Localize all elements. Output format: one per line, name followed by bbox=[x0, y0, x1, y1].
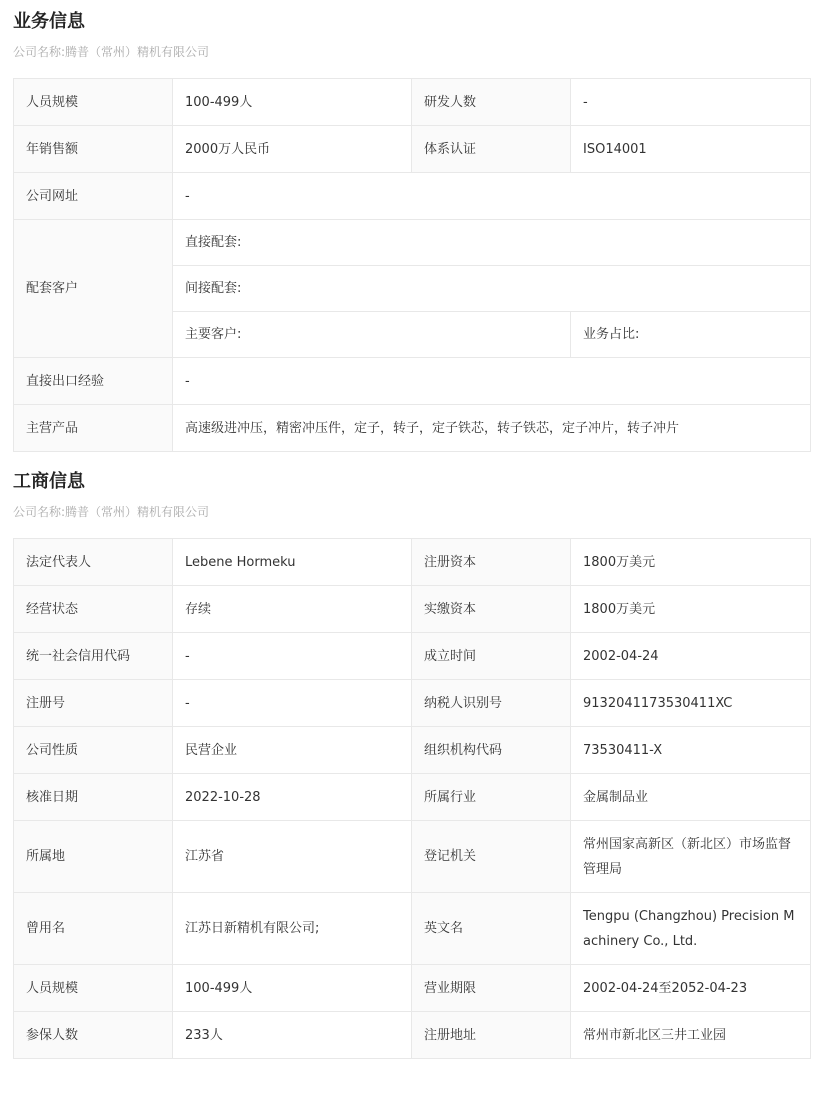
row-value: 1800万美元 bbox=[571, 539, 811, 586]
row-value: 9132041173530411XC bbox=[571, 680, 811, 727]
export-label: 直接出口经验 bbox=[14, 358, 173, 405]
table-row bbox=[14, 893, 811, 965]
row-label: 参保人数 bbox=[14, 1012, 173, 1059]
row-value: 民营企业 bbox=[173, 727, 412, 774]
row-label: 人员规模 bbox=[14, 965, 173, 1012]
registration-section-title: 工商信息 bbox=[13, 471, 85, 492]
website-value: - bbox=[173, 173, 811, 220]
website-label: 公司网址 bbox=[14, 173, 173, 220]
row-label: 所属行业 bbox=[412, 774, 571, 821]
row-value: 2002-04-24 bbox=[571, 633, 811, 680]
staff-size-value: 100-499人 bbox=[173, 79, 412, 126]
row-label: 注册地址 bbox=[412, 1012, 571, 1059]
business-company-name: 公司名称:腾普（常州）精机有限公司 bbox=[13, 45, 210, 59]
products-label: 主营产品 bbox=[14, 405, 173, 452]
row-value: 常州市新北区三井工业园 bbox=[571, 1012, 811, 1059]
table-row bbox=[14, 79, 811, 126]
business-section-title: 业务信息 bbox=[13, 11, 85, 32]
row-value: 2002-04-24至2052-04-23 bbox=[571, 965, 811, 1012]
row-label: 统一社会信用代码 bbox=[14, 633, 173, 680]
table-row bbox=[14, 821, 811, 893]
row-label: 纳税人识别号 bbox=[412, 680, 571, 727]
row-value: 100-499人 bbox=[173, 965, 412, 1012]
row-value: - bbox=[173, 633, 412, 680]
direct-supply-field: 直接配套: bbox=[173, 220, 811, 266]
row-label: 所属地 bbox=[14, 821, 173, 893]
row-label: 公司性质 bbox=[14, 727, 173, 774]
row-label: 经营状态 bbox=[14, 586, 173, 633]
registration-company-name: 公司名称:腾普（常州）精机有限公司 bbox=[13, 505, 210, 519]
row-label: 曾用名 bbox=[14, 893, 173, 965]
row-label: 核准日期 bbox=[14, 774, 173, 821]
table-row bbox=[14, 727, 811, 774]
row-value: - bbox=[173, 680, 412, 727]
row-value: 存续 bbox=[173, 586, 412, 633]
table-row bbox=[14, 405, 811, 452]
row-value: 常州国家高新区（新北区）市场监督管理局 bbox=[571, 821, 811, 893]
export-value: - bbox=[173, 358, 811, 405]
indirect-supply-field: 间接配套: bbox=[173, 266, 811, 312]
row-label: 注册资本 bbox=[412, 539, 571, 586]
certification-value: ISO14001 bbox=[571, 126, 811, 173]
table-row bbox=[14, 633, 811, 680]
registration-info-table bbox=[13, 538, 811, 1059]
table-row bbox=[14, 1012, 811, 1059]
row-label: 成立时间 bbox=[412, 633, 571, 680]
row-label: 组织机构代码 bbox=[412, 727, 571, 774]
staff-size-label: 人员规模 bbox=[14, 79, 173, 126]
row-label: 注册号 bbox=[14, 680, 173, 727]
row-value: Tengpu (Changzhou) Precision Machinery Co., Ltd. bbox=[571, 893, 811, 965]
table-row bbox=[14, 220, 811, 266]
table-row bbox=[14, 774, 811, 821]
row-label: 英文名 bbox=[412, 893, 571, 965]
row-value: Lebene Hormeku bbox=[173, 539, 412, 586]
rd-count-label: 研发人数 bbox=[412, 79, 571, 126]
table-row bbox=[14, 586, 811, 633]
table-row bbox=[14, 965, 811, 1012]
row-label: 营业期限 bbox=[412, 965, 571, 1012]
customers-label: 配套客户 bbox=[14, 220, 173, 358]
table-row bbox=[14, 126, 811, 173]
row-value: 江苏省 bbox=[173, 821, 412, 893]
row-value: 73530411-X bbox=[571, 727, 811, 774]
row-value: 1800万美元 bbox=[571, 586, 811, 633]
business-info-table bbox=[13, 78, 811, 452]
annual-sales-label: 年销售额 bbox=[14, 126, 173, 173]
row-value: 2022-10-28 bbox=[173, 774, 412, 821]
row-label: 法定代表人 bbox=[14, 539, 173, 586]
table-row bbox=[14, 680, 811, 727]
row-value: 233人 bbox=[173, 1012, 412, 1059]
row-label: 登记机关 bbox=[412, 821, 571, 893]
main-customers-field: 主要客户: bbox=[173, 312, 571, 358]
row-value: 江苏日新精机有限公司; bbox=[173, 893, 412, 965]
table-row bbox=[14, 539, 811, 586]
row-label: 实缴资本 bbox=[412, 586, 571, 633]
table-row bbox=[14, 173, 811, 220]
business-share-field: 业务占比: bbox=[571, 312, 811, 358]
rd-count-value: - bbox=[571, 79, 811, 126]
row-value: 金属制品业 bbox=[571, 774, 811, 821]
products-value: 高速级进冲压，精密冲压件，定子，转子，定子铁芯，转子铁芯，定子冲片，转子冲片 bbox=[173, 405, 811, 452]
annual-sales-value: 2000万人民币 bbox=[173, 126, 412, 173]
table-row bbox=[14, 358, 811, 405]
certification-label: 体系认证 bbox=[412, 126, 571, 173]
